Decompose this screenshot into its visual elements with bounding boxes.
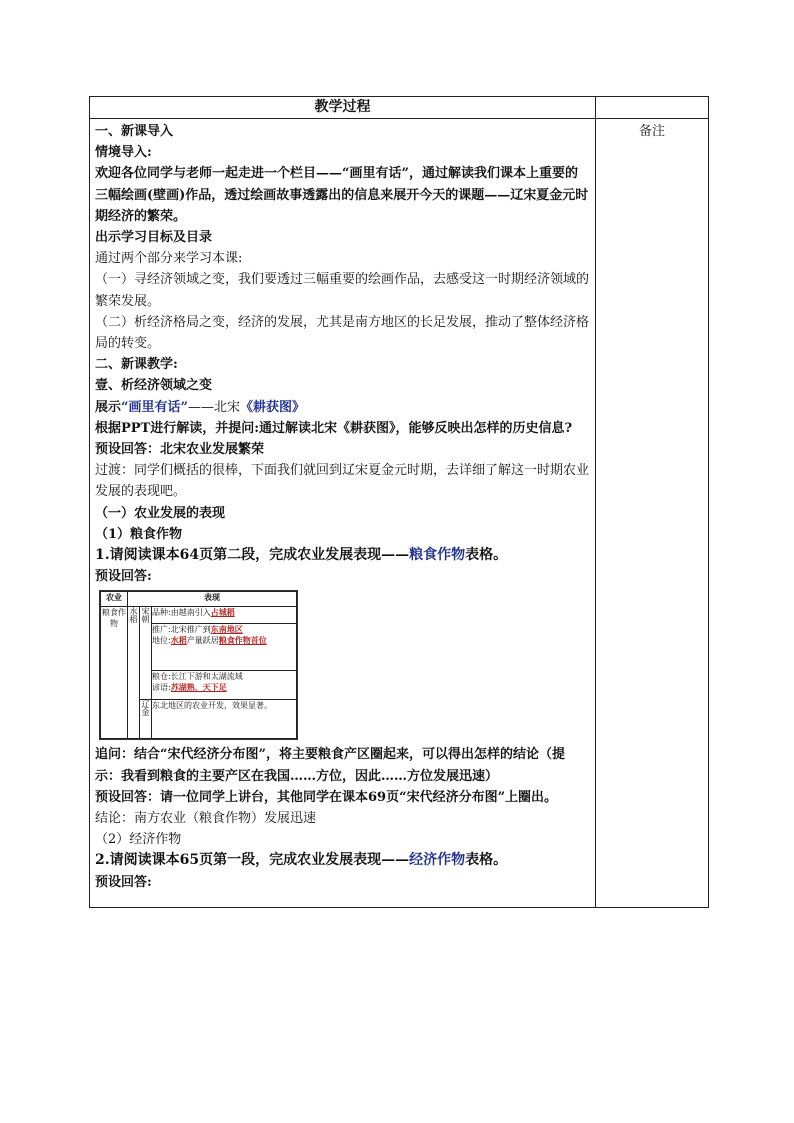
granary-cell [152, 671, 297, 700]
status-answer-2: 粮食作物首位 [218, 636, 267, 646]
grain-header-agri: 农业 [101, 592, 128, 607]
saying-answer: 苏湖熟，天下足 [170, 683, 227, 693]
line: 二、新课教学: [95, 357, 178, 373]
task-1-suffix: 表格。 [465, 547, 508, 564]
note-cell [596, 119, 709, 908]
task-2-suffix: 表格。 [465, 852, 508, 869]
line: 情境导入: [95, 145, 152, 161]
status-answer-1: 水稻 [170, 636, 187, 646]
process-cell [90, 119, 596, 908]
promo-answer: 东南地区 [210, 625, 243, 635]
line: （2）经济作物 [95, 832, 182, 848]
table-header-note [596, 97, 709, 119]
line: 预设回答：请一位同学上讲台，其他同学在课本69页“宋代经济分布图”上圈出。 [95, 789, 558, 805]
task-1 [95, 545, 590, 566]
line: 通过两个部分来学习本课: [95, 251, 243, 267]
promo-text: 北宋推广到 [170, 625, 211, 635]
granary-label: 粮仓: [152, 672, 171, 682]
rice-label-text: 水稻 [129, 607, 138, 624]
saying-label: 谚语: [152, 683, 171, 693]
status-label: 地位: [152, 636, 171, 646]
grain-header-show: 表现 [128, 592, 297, 607]
promo-label: 推广: [152, 625, 171, 635]
line: 欢迎各位同学与老师一起走进一个栏目——“画里有话”，通过解读我们课本上重要的三幅绘画(壁画)作品，透过绘画故事透露出的信息来展开今天的课题——辽宋夏金元时期经济的繁荣。 [95, 166, 589, 224]
liao-label [140, 700, 152, 739]
variety-cell [152, 607, 297, 624]
task-1-text: 1.请阅读课本64页第二段，完成农业发展表现—— [95, 547, 410, 564]
status-text: 产量跃居 [186, 636, 219, 646]
teaching-process-table [89, 96, 709, 908]
line: 根据PPT进行解读，并提问:通过解读北宋《耕获图》，能够反映出怎样的历史信息? [95, 420, 573, 436]
line: （一）寻经济领域之变，我们要透过三幅重要的绘画作品，去感受这一时期经济领域的繁荣发展。 [95, 272, 590, 309]
process-content [90, 119, 595, 907]
grain-crop-label: 粮食作物 [101, 607, 128, 739]
liao-label-text: 辽金 [141, 700, 150, 717]
task-1-highlight: 粮食作物 [409, 547, 466, 564]
line: 壹、析经济领域之变 [95, 378, 213, 394]
table-header-process: 教学过程 [90, 97, 596, 119]
line: 结论：南方农业（粮食作物）发展迅速 [95, 811, 317, 827]
grain-crops-table [99, 590, 298, 740]
variety-text: 由越南引入 [170, 608, 211, 618]
song-label [140, 607, 152, 700]
show-prefix: 展示 [95, 399, 122, 415]
line: 出示学习目标及目录 [95, 230, 213, 246]
line: 一、新课导入 [95, 124, 174, 139]
task-2 [95, 850, 590, 871]
show-dash: ——北宋 [187, 399, 240, 415]
liao-cell: 东北地区的农业开发，效果显著。 [152, 700, 297, 739]
granary-text: 长江下游和太湖流域 [170, 672, 243, 682]
task-2-text: 2.请阅读课本65页第一段，完成农业发展表现—— [95, 852, 410, 869]
variety-label: 品种: [152, 608, 171, 618]
line: 追问：结合“宋代经济分布图”，将主要粮食产区圈起来，可以得出怎样的结论（提示：我看到粮食的主要产区在我国……方位，因此……方位发展迅速） [95, 747, 565, 784]
note-label: 备注 [638, 124, 665, 139]
rice-label [128, 607, 140, 739]
preset-answer-2: 预设回答: [95, 874, 152, 890]
show-quote: “画里有话” [121, 399, 188, 415]
line: （1）粮食作物 [95, 526, 183, 542]
show-work: 《耕获图》 [240, 399, 306, 415]
line: （一）农业发展的表现 [95, 505, 226, 521]
variety-answer: 占城稻 [210, 608, 235, 618]
task-2-highlight: 经济作物 [409, 852, 466, 869]
lesson-page [89, 96, 706, 909]
preset-answer-1: 预设回答: [95, 569, 152, 585]
line: （二）析经济格局之变，经济的发展，尤其是南方地区的长足发展，推动了整体经济格局的转变。 [95, 314, 590, 352]
line: 预设回答：北宋农业发展繁荣 [95, 442, 265, 458]
promo-cell [152, 624, 297, 671]
line: 过渡：同学们概括的很棒，下面我们就回到辽宋夏金元时期，去详细了解这一时期农业发展的表现吧。 [95, 463, 590, 500]
show-line [95, 397, 590, 418]
song-label-text: 宋朝 [141, 607, 150, 624]
